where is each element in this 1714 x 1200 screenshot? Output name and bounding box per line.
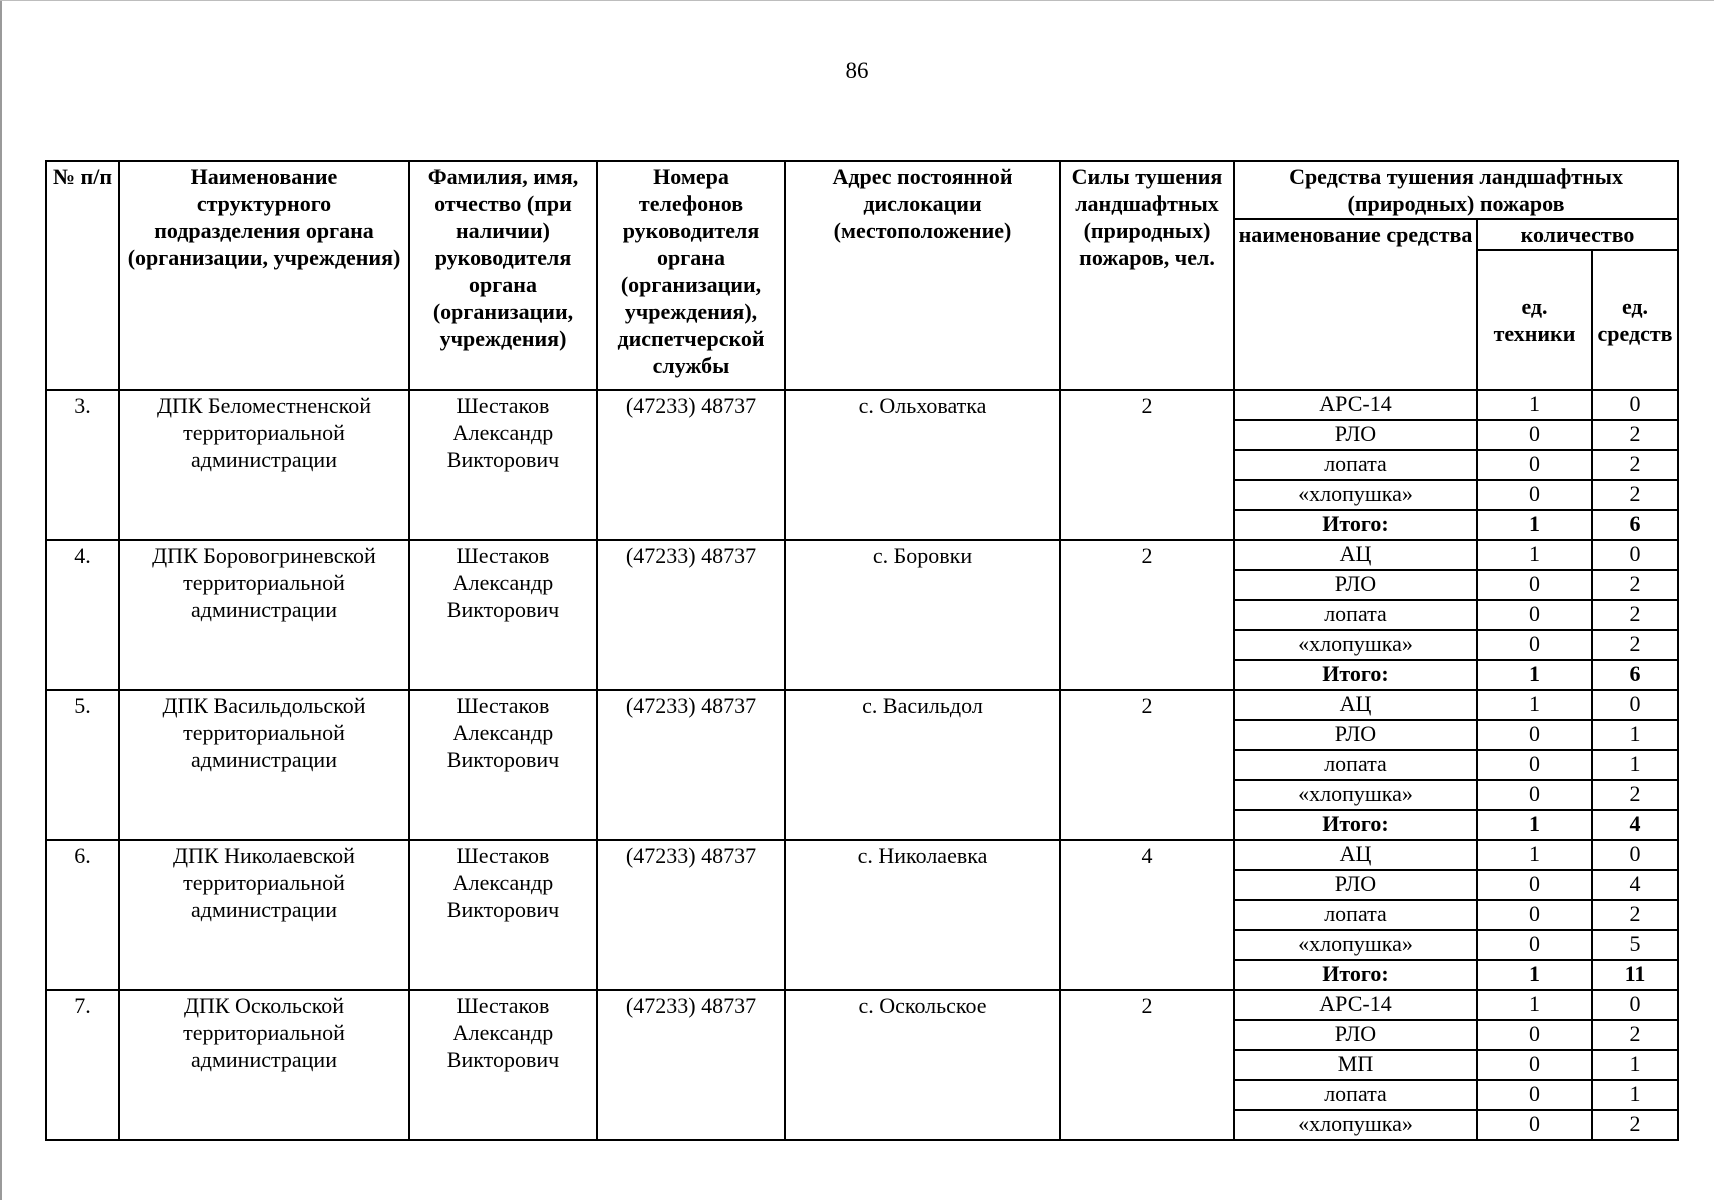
units-means-value: 1 (1592, 720, 1678, 750)
means-name: лопата (1234, 900, 1477, 930)
means-name-total: Итого: (1234, 510, 1477, 540)
means-name: «хлопушка» (1234, 630, 1477, 660)
units-tech-value-total: 1 (1477, 810, 1592, 840)
header-units-tech: ед. техники (1477, 250, 1592, 390)
header-means: Средства тушения ландшафтных (природных) пожаров (1234, 161, 1678, 219)
units-tech-value: 0 (1477, 870, 1592, 900)
means-name: АРС-14 (1234, 390, 1477, 420)
head-name: Шестаков Александр Викторович (409, 990, 597, 1140)
means-name: «хлопушка» (1234, 930, 1477, 960)
units-tech-value: 0 (1477, 930, 1592, 960)
scan-edge-left (0, 0, 2, 1200)
forces-count: 4 (1060, 840, 1234, 990)
phone-number: (47233) 48737 (597, 840, 785, 990)
header-phones: Номера телефонов руководителя органа (организации, учреждения), диспетчерской службы (597, 161, 785, 390)
unit-name: ДПК Николаевской территориальной администрации (119, 840, 409, 990)
units-tech-value: 1 (1477, 690, 1592, 720)
units-means-value: 2 (1592, 420, 1678, 450)
means-name-total: Итого: (1234, 960, 1477, 990)
row-number: 4. (46, 540, 119, 690)
row-number: 3. (46, 390, 119, 540)
units-means-value: 2 (1592, 780, 1678, 810)
units-means-value: 2 (1592, 480, 1678, 510)
means-name-total: Итого: (1234, 810, 1477, 840)
means-name-total: Итого: (1234, 660, 1477, 690)
units-tech-value: 0 (1477, 1110, 1592, 1140)
units-tech-value: 0 (1477, 570, 1592, 600)
table-row (46, 990, 1678, 1020)
means-name: лопата (1234, 1080, 1477, 1110)
scan-edge-top (0, 0, 1714, 1)
unit-name: ДПК Беломестненской территориальной администрации (119, 390, 409, 540)
units-means-value: 5 (1592, 930, 1678, 960)
means-name: АРС-14 (1234, 990, 1477, 1020)
means-name: РЛО (1234, 870, 1477, 900)
units-means-value: 2 (1592, 1110, 1678, 1140)
units-means-value: 0 (1592, 390, 1678, 420)
units-means-value-total: 6 (1592, 510, 1678, 540)
means-name: «хлопушка» (1234, 780, 1477, 810)
units-tech-value: 1 (1477, 990, 1592, 1020)
header-means-name: наименование средства (1234, 219, 1477, 390)
table-body (46, 390, 1678, 1140)
units-tech-value: 0 (1477, 600, 1592, 630)
header-forces: Силы тушения ландшафтных (природных) пожаров, чел. (1060, 161, 1234, 390)
table-row (46, 390, 1678, 420)
means-name: РЛО (1234, 720, 1477, 750)
row-number: 7. (46, 990, 119, 1140)
means-name: «хлопушка» (1234, 480, 1477, 510)
means-name: лопата (1234, 600, 1477, 630)
phone-number: (47233) 48737 (597, 990, 785, 1140)
unit-name: ДПК Васильдольской территориальной администрации (119, 690, 409, 840)
units-means-value: 2 (1592, 570, 1678, 600)
means-name: АЦ (1234, 540, 1477, 570)
units-tech-value: 0 (1477, 900, 1592, 930)
units-tech-value: 1 (1477, 840, 1592, 870)
header-head-name: Фамилия, имя, отчество (при наличии) руководителя органа (организации, учреждения) (409, 161, 597, 390)
units-means-value: 4 (1592, 870, 1678, 900)
means-name: лопата (1234, 750, 1477, 780)
head-name: Шестаков Александр Викторович (409, 540, 597, 690)
means-name: РЛО (1234, 420, 1477, 450)
units-means-value: 0 (1592, 990, 1678, 1020)
head-name: Шестаков Александр Викторович (409, 390, 597, 540)
phone-number: (47233) 48737 (597, 390, 785, 540)
header-address: Адрес постоянной дислокации (местоположение) (785, 161, 1060, 390)
units-means-value: 0 (1592, 690, 1678, 720)
units-tech-value: 0 (1477, 780, 1592, 810)
units-tech-value: 0 (1477, 420, 1592, 450)
units-tech-value: 1 (1477, 540, 1592, 570)
address: с. Боровки (785, 540, 1060, 690)
units-tech-value: 0 (1477, 1080, 1592, 1110)
units-tech-value: 0 (1477, 450, 1592, 480)
units-means-value: 2 (1592, 1020, 1678, 1050)
units-means-value: 2 (1592, 900, 1678, 930)
phone-number: (47233) 48737 (597, 690, 785, 840)
address: с. Ольховатка (785, 390, 1060, 540)
units-tech-value: 0 (1477, 720, 1592, 750)
forces-count: 2 (1060, 390, 1234, 540)
head-name: Шестаков Александр Викторович (409, 840, 597, 990)
units-means-value: 1 (1592, 1080, 1678, 1110)
units-tech-value: 0 (1477, 750, 1592, 780)
phone-number: (47233) 48737 (597, 540, 785, 690)
means-name: РЛО (1234, 1020, 1477, 1050)
page-number: 86 (845, 58, 869, 83)
unit-name: ДПК Боровогриневской территориальной администрации (119, 540, 409, 690)
units-means-value: 2 (1592, 450, 1678, 480)
units-tech-value: 1 (1477, 390, 1592, 420)
forces-count: 2 (1060, 540, 1234, 690)
units-means-value: 2 (1592, 600, 1678, 630)
header-quantity: количество (1477, 219, 1678, 250)
units-tech-value: 0 (1477, 630, 1592, 660)
means-name: РЛО (1234, 570, 1477, 600)
table-row (46, 690, 1678, 720)
address: с. Николаевка (785, 840, 1060, 990)
units-tech-value-total: 1 (1477, 510, 1592, 540)
table-header (46, 161, 1678, 390)
units-means-value-total: 4 (1592, 810, 1678, 840)
address: с. Васильдол (785, 690, 1060, 840)
units-tech-value-total: 1 (1477, 960, 1592, 990)
means-name: «хлопушка» (1234, 1110, 1477, 1140)
means-name: лопата (1234, 450, 1477, 480)
forces-count: 2 (1060, 690, 1234, 840)
means-name: МП (1234, 1050, 1477, 1080)
header-units-means: ед. средств (1592, 250, 1678, 390)
table-row (46, 840, 1678, 870)
means-name: АЦ (1234, 690, 1477, 720)
row-number: 5. (46, 690, 119, 840)
units-means-value-total: 6 (1592, 660, 1678, 690)
table-row (46, 540, 1678, 570)
units-means-value: 1 (1592, 1050, 1678, 1080)
units-tech-value-total: 1 (1477, 660, 1592, 690)
units-tech-value: 0 (1477, 1020, 1592, 1050)
units-means-value: 1 (1592, 750, 1678, 780)
forces-count: 2 (1060, 990, 1234, 1140)
header-unit-name: Наименование структурного подразделения органа (организации, учреждения) (119, 161, 409, 390)
address: с. Оскольское (785, 990, 1060, 1140)
units-means-value-total: 11 (1592, 960, 1678, 990)
units-means-value: 0 (1592, 540, 1678, 570)
row-number: 6. (46, 840, 119, 990)
units-means-value: 2 (1592, 630, 1678, 660)
units-means-value: 0 (1592, 840, 1678, 870)
units-tech-value: 0 (1477, 480, 1592, 510)
header-number: № п/п (46, 161, 119, 390)
head-name: Шестаков Александр Викторович (409, 690, 597, 840)
means-name: АЦ (1234, 840, 1477, 870)
unit-name: ДПК Оскольской территориальной администрации (119, 990, 409, 1140)
units-tech-value: 0 (1477, 1050, 1592, 1080)
firefighting-resources-table (45, 160, 1679, 1141)
